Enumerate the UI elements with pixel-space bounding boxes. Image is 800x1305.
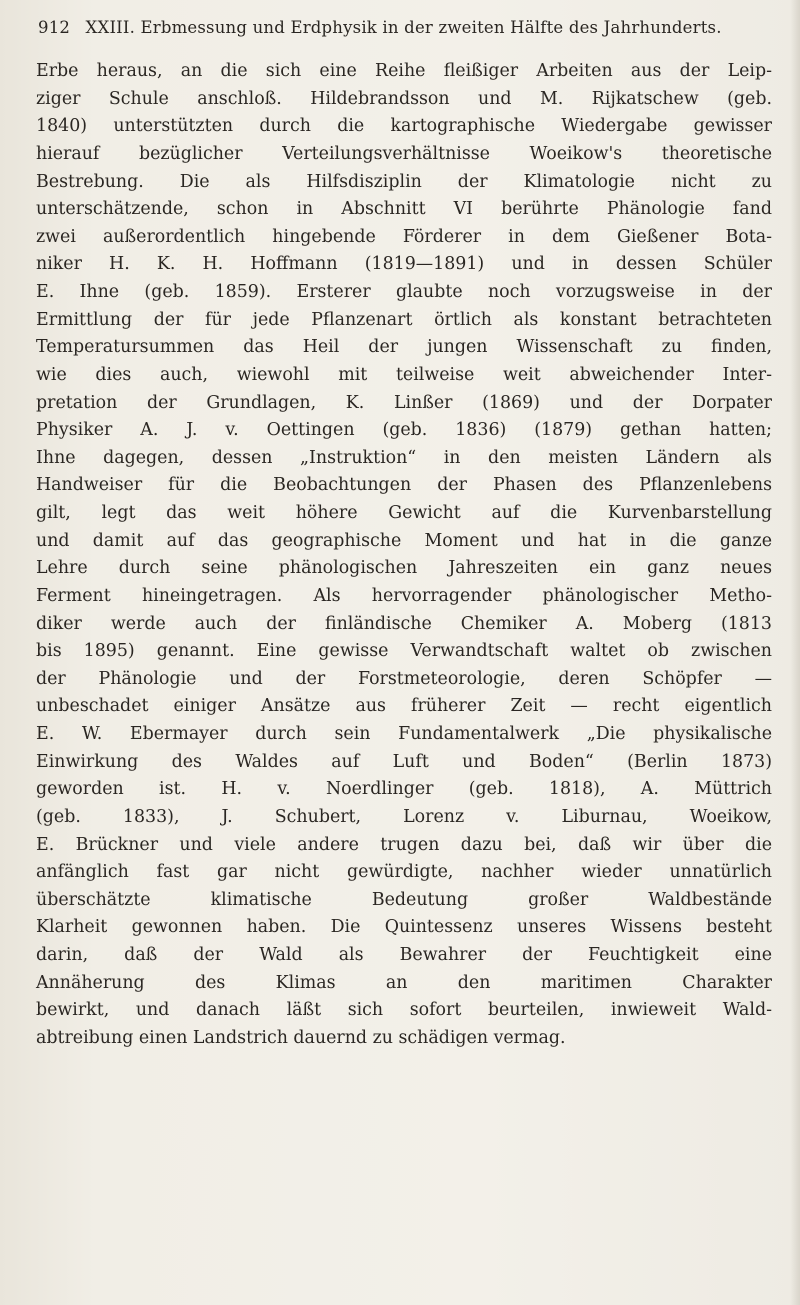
text-line: Bestrebung. Die als Hilfsdisziplin der Klimatologie nicht zu [36,171,772,192]
text-line: pretation der Grundlagen, K. Linßer (1869) und der Dorpater [36,392,772,413]
page-edge-shadow [790,0,800,1305]
text-line: abtreibung einen Landstrich dauernd zu schädigen vermag. [36,1027,566,1048]
text-line: Physiker A. J. v. Oettingen (geb. 1836) (1879) gethan hatten; [36,420,772,441]
text-line: E. Ihne (geb. 1859). Ersterer glaubte noch vorzugsweise in der [36,282,772,302]
text-line: Temperatursummen das Heil der jungen Wissenschaft zu finden, [36,337,772,358]
running-header [38,18,768,37]
text-line: E. W. Ebermayer durch sein Fundamentalwerk „Die physikalische [36,724,772,744]
text-line: der Phänologie und der Forstmeteorologie, deren Schöpfer — [36,668,772,689]
text-line: bewirkt, und danach läßt sich sofort beurteilen, inwieweit Wald- [36,1000,772,1021]
text-line: unbeschadet einiger Ansätze aus früherer Zeit — recht eigentlich [36,696,772,717]
text-line: Klarheit gewonnen haben. Die Quintessenz unseres Wissens besteht [36,917,772,938]
running-title: XXIII. Erbmessung und Erdphysik in der zweiten Hälfte des Jahrhunderts. [85,18,722,37]
text-line: Annäherung des Klimas an den maritimen Charakter [36,972,772,993]
text-line: zwei außerordentlich hingebende Förderer in dem Gießener Bota- [36,226,772,247]
text-line: diker werde auch der finländische Chemiker A. Moberg (1813 [36,613,772,634]
text-line: ziger Schule anschloß. Hildebrandsson und M. Rijkatschew (geb. [36,88,772,109]
text-line: Erbe heraus, an die sich eine Reihe fleißiger Arbeiten aus der Leip- [36,61,772,81]
text-line: unterschätzende, schon in Abschnitt VI berührte Phänologie fand [36,199,772,220]
body-text [36,58,772,1053]
text-line: E. Brückner und viele andere trugen dazu bei, daß wir über die [36,834,772,855]
text-line: überschätzte klimatische Bedeutung großer Waldbestände [36,889,772,910]
text-line: (geb. 1833), J. Schubert, Lorenz v. Liburnau, Woeikow, [36,806,772,827]
text-line: Ermittlung der für jede Pflanzenart örtlich als konstant betrachteten [36,309,772,330]
text-line: Ferment hineingetragen. Als hervorragender phänologischer Metho- [36,585,772,606]
text-line: 1840) unterstützten durch die kartographische Wiedergabe gewisser [36,116,772,137]
text-line: bis 1895) genannt. Eine gewisse Verwandtschaft waltet ob zwischen [36,641,772,662]
text-line: geworden ist. H. v. Noerdlinger (geb. 1818), A. Müttrich [36,779,772,800]
text-line: wie dies auch, wiewohl mit teilweise weit abweichender Inter- [36,364,772,385]
text-line: Ihne dagegen, dessen „Instruktion“ in den meisten Ländern als [36,447,772,468]
text-line: hierauf bezüglicher Verteilungsverhältnisse Woeikow's theoretische [36,143,772,164]
text-line: anfänglich fast gar nicht gewürdigte, nachher wieder unnatürlich [36,862,772,883]
text-line: Einwirkung des Waldes auf Luft und Boden“ (Berlin 1873) [36,751,772,772]
text-line: gilt, legt das weit höhere Gewicht auf die Kurvenbarstellung [36,503,772,523]
text-line: niker H. K. H. Hoffmann (1819—1891) und in dessen Schüler [36,254,772,275]
text-line: darin, daß der Wald als Bewahrer der Feuchtigkeit eine [36,945,772,965]
text-line: und damit auf das geographische Moment und hat in die ganze [36,530,772,551]
page-number: 912 [38,18,71,37]
text-line: Lehre durch seine phänologischen Jahreszeiten ein ganz neues [36,558,772,579]
text-line: Handweiser für die Beobachtungen der Phasen des Pflanzenlebens [36,475,772,496]
